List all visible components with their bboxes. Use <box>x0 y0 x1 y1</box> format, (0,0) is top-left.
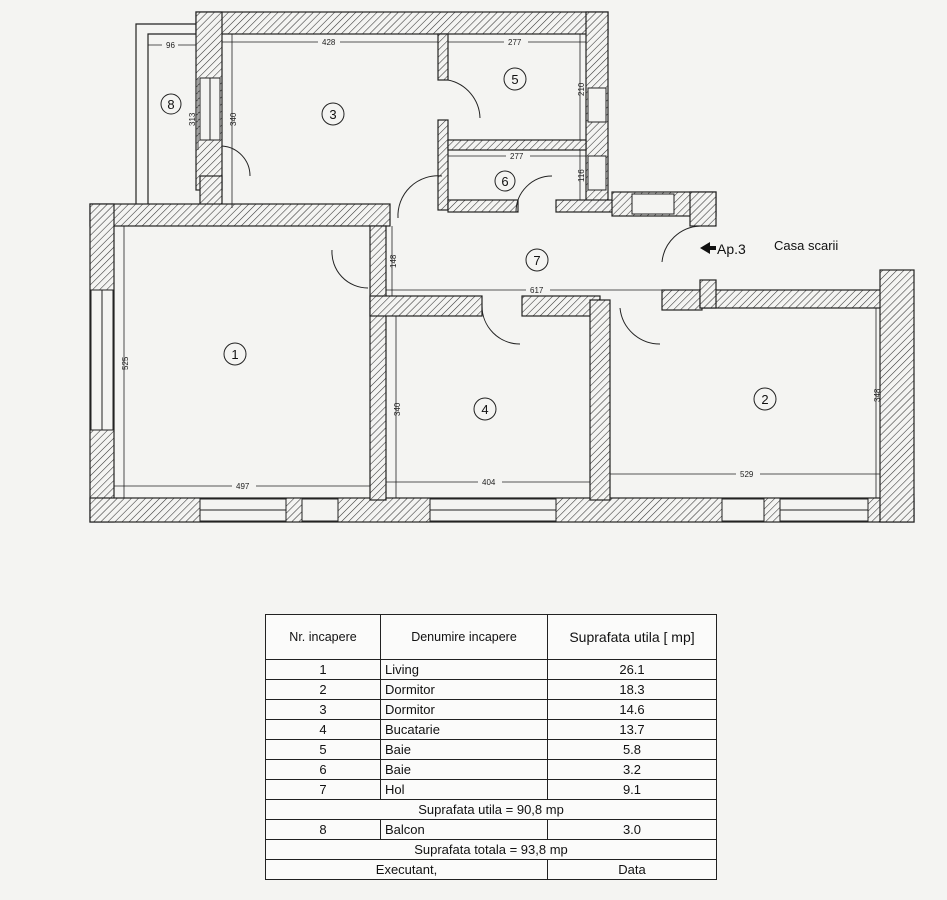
entrance-label: Ap.3 <box>717 241 746 257</box>
row-nr: 1 <box>266 660 381 680</box>
row-name: Baie <box>381 760 548 780</box>
stair-label: Casa scarii <box>774 238 839 253</box>
arrow-left-icon <box>700 242 716 254</box>
balcony-outline <box>136 24 196 204</box>
entrance-marker <box>700 238 838 257</box>
room-7-label: 7 <box>533 253 541 268</box>
table-row <box>266 660 717 680</box>
dim-525: 525 <box>121 356 130 370</box>
row-name: Baie <box>381 740 548 760</box>
dim-497: 497 <box>236 482 250 491</box>
row-area: 14.6 <box>548 700 717 720</box>
row-name: Hol <box>381 780 548 800</box>
area-table <box>265 614 717 880</box>
row-nr: 4 <box>266 720 381 740</box>
row-nr: 5 <box>266 740 381 760</box>
dim-428: 428 <box>322 38 336 47</box>
row-name: Dormitor <box>381 680 548 700</box>
dim-340-room4: 340 <box>393 402 402 416</box>
row-nr: 2 <box>266 680 381 700</box>
subtotal-row: Suprafata utila = 90,8 mp <box>266 800 717 820</box>
dimension-lines <box>114 34 880 498</box>
row-nr: 7 <box>266 780 381 800</box>
room-4-label: 4 <box>481 402 489 417</box>
room-5-label: 5 <box>511 72 519 87</box>
dim-313: 313 <box>188 112 197 126</box>
table-row <box>266 780 717 800</box>
room-6-label: 6 <box>501 174 509 189</box>
row-nr: 3 <box>266 700 381 720</box>
row-name: Bucatarie <box>381 720 548 740</box>
dim-277-top: 277 <box>508 38 522 47</box>
table-row <box>266 700 717 720</box>
dim-529: 529 <box>740 470 754 479</box>
dim-340-room3: 340 <box>229 112 238 126</box>
row-area: 26.1 <box>548 660 717 680</box>
executant-cell: Executant, <box>266 860 548 880</box>
table-row <box>266 760 717 780</box>
dim-96: 96 <box>166 41 175 50</box>
room-3-label: 3 <box>329 107 337 122</box>
header-name: Denumire incapere <box>381 615 548 660</box>
dimension-labels <box>121 37 882 491</box>
row-name: Living <box>381 660 548 680</box>
row-area: 5.8 <box>548 740 717 760</box>
row-area: 9.1 <box>548 780 717 800</box>
table-row <box>266 820 717 840</box>
date-cell: Data <box>548 860 717 880</box>
balcony-area: 3.0 <box>548 820 717 840</box>
room-2-label: 2 <box>761 392 769 407</box>
room-8-label: 8 <box>167 97 175 112</box>
row-area: 13.7 <box>548 720 717 740</box>
header-area: Suprafata utila [ mp] <box>548 615 717 660</box>
row-name: Dormitor <box>381 700 548 720</box>
dim-148: 148 <box>389 254 398 268</box>
dim-617: 617 <box>530 286 544 295</box>
dim-210: 210 <box>577 82 586 96</box>
dim-348: 348 <box>873 388 882 402</box>
dim-404: 404 <box>482 478 496 487</box>
room-numbers <box>167 72 768 417</box>
row-area: 18.3 <box>548 680 717 700</box>
row-nr: 6 <box>266 760 381 780</box>
header-nr: Nr. incapere <box>266 615 381 660</box>
balcony-nr: 8 <box>266 820 381 840</box>
table-row <box>266 740 717 760</box>
balcony-name: Balcon <box>381 820 548 840</box>
total-row: Suprafata totala = 93,8 mp <box>266 840 717 860</box>
row-area: 3.2 <box>548 760 717 780</box>
room-labels <box>161 68 776 420</box>
table-row <box>266 720 717 740</box>
dim-277-mid: 277 <box>510 152 524 161</box>
room-1-label: 1 <box>231 347 239 362</box>
table-row <box>266 680 717 700</box>
dim-116: 116 <box>577 169 586 182</box>
